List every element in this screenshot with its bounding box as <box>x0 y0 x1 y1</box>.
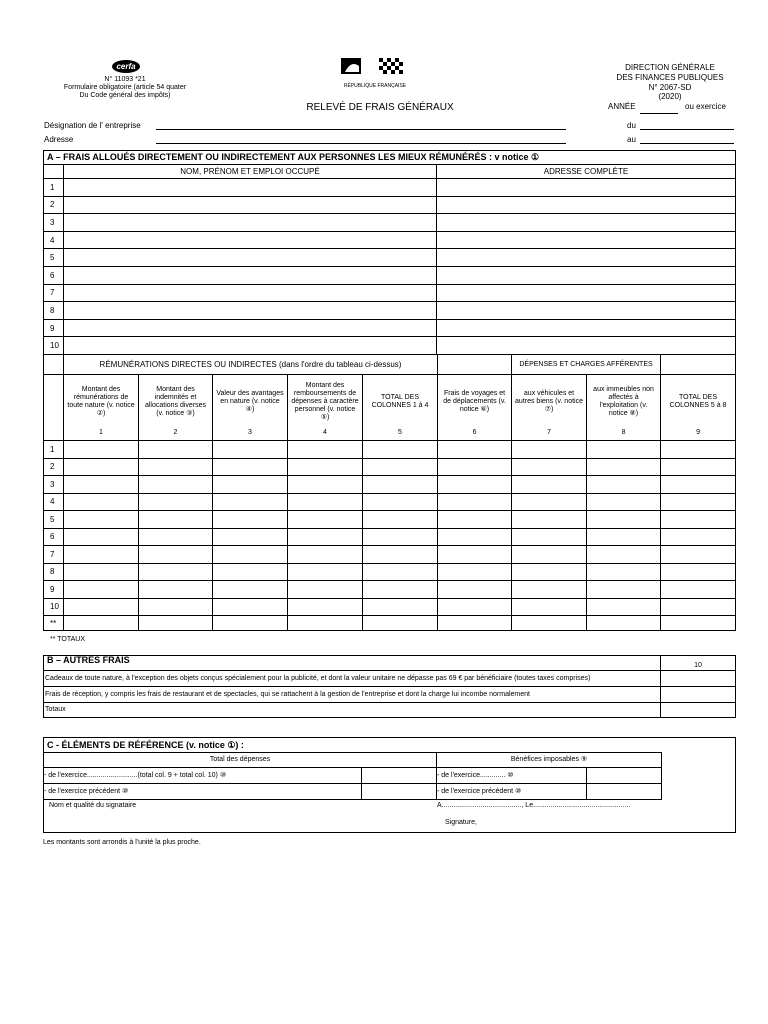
reception-label: Frais de réception, y compris les frais de restaurant et de spectacles, qui se rattachent à la gestion de l'entreprise et dont la charge lui incombe normalement <box>44 687 661 703</box>
amount-cell[interactable] <box>288 441 363 459</box>
amount-cell[interactable] <box>213 598 288 616</box>
col7-label: aux véhicules et autres biens (v. notice ⑦) <box>515 390 583 413</box>
amount-cell[interactable] <box>661 511 736 529</box>
col3-header <box>213 375 288 441</box>
col3-label: Valeur des avantages en nature (v. notice ④) <box>216 390 284 413</box>
col2-number: 2 <box>173 429 178 436</box>
amount-cell[interactable] <box>512 511 587 529</box>
amount-cell[interactable] <box>438 511 512 529</box>
signataire-label: Nom et qualité du signataire <box>49 802 137 809</box>
col5-number: 5 <box>398 429 402 436</box>
name-cell[interactable] <box>64 196 437 214</box>
amount-cell[interactable] <box>587 546 661 564</box>
amount-cell[interactable] <box>213 511 288 529</box>
amount-cell[interactable] <box>213 546 288 564</box>
au-label: au <box>627 135 636 144</box>
amount-cell[interactable] <box>512 563 587 581</box>
address-cell[interactable] <box>437 214 736 232</box>
amount-cell[interactable] <box>363 493 438 511</box>
amount-cell[interactable] <box>139 528 213 546</box>
place-date-field[interactable]: A........................................., Le.................................................. <box>437 802 631 809</box>
amount-cell[interactable] <box>213 458 288 476</box>
amount-cell[interactable] <box>438 493 512 511</box>
section-b-table <box>43 655 736 718</box>
total-cell[interactable] <box>512 616 587 631</box>
amount-cell[interactable] <box>438 528 512 546</box>
amount-cell[interactable] <box>438 581 512 599</box>
exercice-precedent-label: - de l'exercice précédent ⑩ <box>44 784 362 800</box>
amount-cell[interactable] <box>512 476 587 494</box>
col8-label: aux immeubles non affectés à l'exploitation (v. notice ⑧) <box>593 386 654 417</box>
form-number: N° 2067-SD <box>648 83 692 92</box>
amount-cell[interactable] <box>213 441 288 459</box>
col1-label: Montant des rémunérations de toute nature (v. notice ②) <box>67 386 135 417</box>
amount-cell[interactable] <box>587 493 661 511</box>
total-depenses-header: Total des dépenses <box>44 753 437 768</box>
name-cell[interactable] <box>64 302 437 320</box>
amount-cell[interactable] <box>139 441 213 459</box>
signature-label: Signature, <box>445 819 477 826</box>
cerfa-number: N° 11093 *21 <box>104 76 146 83</box>
row-number: 1 <box>44 179 64 197</box>
amount-cell[interactable] <box>64 546 139 564</box>
amount-cell[interactable] <box>64 581 139 599</box>
total-cell[interactable] <box>363 616 438 631</box>
amount-cell[interactable] <box>288 598 363 616</box>
amount-cell[interactable] <box>661 563 736 581</box>
amount-cell[interactable] <box>139 598 213 616</box>
amount-cell[interactable] <box>512 598 587 616</box>
exercice-label: - de l'exercice..........................(total col. 9 + total col. 10) ⑩ <box>44 768 362 784</box>
address-cell[interactable] <box>437 302 736 320</box>
amount-cell[interactable] <box>139 476 213 494</box>
exercice-depenses-amount[interactable] <box>362 768 437 784</box>
amount-cell[interactable] <box>661 528 736 546</box>
total-cell[interactable] <box>288 616 363 631</box>
col1-header <box>64 375 139 441</box>
amount-cell[interactable] <box>512 458 587 476</box>
designation-field[interactable] <box>156 129 566 130</box>
amount-cell[interactable] <box>661 493 736 511</box>
adresse-field[interactable] <box>156 143 566 144</box>
amount-cell[interactable] <box>438 563 512 581</box>
section-a-names-table <box>43 150 736 355</box>
amount-cell[interactable] <box>139 581 213 599</box>
amount-cell[interactable] <box>213 493 288 511</box>
row-number: 6 <box>44 266 64 284</box>
totaux-note: ** TOTAUX <box>50 636 86 643</box>
total-cell[interactable] <box>661 616 736 631</box>
amount-cell[interactable] <box>64 441 139 459</box>
row-number: 4 <box>44 493 64 511</box>
amount-cell[interactable] <box>587 511 661 529</box>
col5-header <box>363 375 438 441</box>
amount-cell[interactable] <box>512 493 587 511</box>
dgfip-line2: DES FINANCES PUBLIQUES <box>616 73 724 82</box>
amount-cell[interactable] <box>64 493 139 511</box>
amount-cell[interactable] <box>64 458 139 476</box>
du-field[interactable] <box>640 129 734 130</box>
col8-number: 8 <box>621 429 626 436</box>
marianne-logo <box>341 58 405 82</box>
amount-cell[interactable] <box>288 476 363 494</box>
form-title: RELEVÉ DE FRAIS GÉNÉRAUX <box>306 102 454 113</box>
row-number: 8 <box>44 563 64 581</box>
amount-cell[interactable] <box>363 528 438 546</box>
cerfa-logo: cerfa <box>112 60 140 73</box>
col7-header <box>512 375 587 441</box>
amount-cell[interactable] <box>64 528 139 546</box>
amount-cell[interactable] <box>587 441 661 459</box>
amount-cell[interactable] <box>587 598 661 616</box>
designation-label: Désignation de l' entreprise <box>44 121 141 130</box>
amount-cell[interactable] <box>288 563 363 581</box>
total-cell[interactable] <box>213 616 288 631</box>
address-cell[interactable] <box>437 266 736 284</box>
amount-cell[interactable] <box>288 511 363 529</box>
amount-cell[interactable] <box>64 598 139 616</box>
dgfip-line1: DIRECTION GÉNÉRALE <box>625 63 715 72</box>
name-cell[interactable] <box>64 231 437 249</box>
amount-cell[interactable] <box>512 581 587 599</box>
exercice-precedent-depenses-amount[interactable] <box>362 784 437 800</box>
row-number: 9 <box>44 581 64 599</box>
row-number: 9 <box>44 319 64 337</box>
col7-number: 7 <box>547 429 551 436</box>
name-cell[interactable] <box>64 284 437 302</box>
col4-label: Montant des remboursements de dépenses à caractère personnel (v. notice ⑤) <box>291 382 359 421</box>
mandatory-line2: Du Code général des impôts) <box>79 92 171 99</box>
footer-note: Les montants sont arrondis à l'unité la plus proche. <box>43 839 201 846</box>
amount-cell[interactable] <box>139 458 213 476</box>
mandatory-line1: Formulaire obligatoire (article 54 quater <box>63 84 187 91</box>
amount-cell[interactable] <box>661 581 736 599</box>
col6-header <box>438 375 512 441</box>
amount-cell[interactable] <box>288 546 363 564</box>
amount-cell[interactable] <box>512 441 587 459</box>
amount-cell[interactable] <box>587 581 661 599</box>
col5-label: TOTAL DES COLONNES 1 à 4 <box>371 394 429 409</box>
amount-cell[interactable] <box>438 598 512 616</box>
amount-cell[interactable] <box>363 476 438 494</box>
exercice-precedent-benefices-label: - de l'exercice précédent ⑩ <box>437 784 587 800</box>
row-number: 5 <box>44 249 64 267</box>
total-cell[interactable] <box>64 616 139 631</box>
name-cell[interactable] <box>64 337 437 355</box>
row-number: 3 <box>44 214 64 232</box>
totals-row-marker: ** <box>44 616 64 631</box>
amount-cell[interactable] <box>512 546 587 564</box>
amount-cell[interactable] <box>363 563 438 581</box>
section-a-amounts-table <box>43 354 736 631</box>
address-cell[interactable] <box>437 196 736 214</box>
name-cell[interactable] <box>64 214 437 232</box>
row-number: 10 <box>44 598 64 616</box>
address-cell[interactable] <box>437 337 736 355</box>
address-cell[interactable] <box>437 179 736 197</box>
republic-label: RÉPUBLIQUE FRANÇAISE <box>343 83 407 89</box>
amount-cell[interactable] <box>213 476 288 494</box>
name-cell[interactable] <box>64 179 437 197</box>
amount-cell[interactable] <box>587 458 661 476</box>
col9-label: TOTAL DES COLONNES 5 à 8 <box>669 394 727 409</box>
col9-number: 9 <box>696 429 700 436</box>
col4-number: 4 <box>323 429 327 436</box>
section-b-title: B – AUTRES FRAIS <box>44 656 661 671</box>
amount-cell[interactable] <box>139 493 213 511</box>
col1-number: 1 <box>99 429 103 436</box>
row-number: 2 <box>44 196 64 214</box>
row-number: 10 <box>44 337 64 355</box>
amount-cell[interactable] <box>363 458 438 476</box>
amount-cell[interactable] <box>363 441 438 459</box>
totaux-b-label: Totaux <box>44 703 661 718</box>
exercice-benefices-amount[interactable] <box>587 768 662 784</box>
col-address-header: ADRESSE COMPLÈTE <box>437 165 736 179</box>
amount-cell[interactable] <box>288 493 363 511</box>
adresse-label: Adresse <box>44 135 74 144</box>
exercice-precedent-benefices-amount[interactable] <box>587 784 662 800</box>
amount-cell[interactable] <box>661 458 736 476</box>
total-cell[interactable] <box>438 616 512 631</box>
amount-cell[interactable] <box>139 546 213 564</box>
row-number: 6 <box>44 528 64 546</box>
du-label: du <box>627 121 636 130</box>
amount-cell[interactable] <box>139 511 213 529</box>
annee-field[interactable] <box>640 113 678 114</box>
amount-cell[interactable] <box>661 546 736 564</box>
col2-label: Montant des indemnités et allocations diverses (v. notice ③) <box>144 386 207 417</box>
corner-cell <box>44 375 64 441</box>
row-number: 7 <box>44 284 64 302</box>
amount-cell[interactable] <box>64 511 139 529</box>
section-a-title: A – FRAIS ALLOUÉS DIRECTEMENT OU INDIRECTEMENT AUX PERSONNES LES MIEUX RÉMUNÉRÉS : v notice ① <box>44 151 736 165</box>
amount-cell[interactable] <box>438 441 512 459</box>
row-number: 7 <box>44 546 64 564</box>
amount-cell[interactable] <box>363 598 438 616</box>
remun-header: RÉMUNÉRATIONS DIRECTES OU INDIRECTES (dans l'ordre du tableau ci-dessus) <box>64 355 438 375</box>
amount-cell[interactable] <box>64 563 139 581</box>
amount-cell[interactable] <box>363 546 438 564</box>
amount-cell[interactable] <box>587 528 661 546</box>
name-cell[interactable] <box>64 319 437 337</box>
amount-cell[interactable] <box>139 563 213 581</box>
reception-amount[interactable] <box>661 687 736 703</box>
total-cell[interactable] <box>139 616 213 631</box>
amount-cell[interactable] <box>213 581 288 599</box>
section-b-col-number: 10 <box>661 656 736 671</box>
col8-header <box>587 375 661 441</box>
col6-number: 6 <box>472 429 477 436</box>
row-number: 3 <box>44 476 64 494</box>
amount-cell[interactable] <box>288 581 363 599</box>
amount-cell[interactable] <box>213 528 288 546</box>
section-c-table <box>43 752 662 800</box>
amount-cell[interactable] <box>661 476 736 494</box>
amount-cell[interactable] <box>438 476 512 494</box>
col4-header <box>288 375 363 441</box>
annee-label: ANNÉE <box>608 102 636 111</box>
corner-cell <box>44 355 64 375</box>
row-number: 4 <box>44 231 64 249</box>
total-cell[interactable] <box>587 616 661 631</box>
address-cell[interactable] <box>437 284 736 302</box>
exercice-benefices-label: - de l'exercice............. ⑩ <box>437 768 587 784</box>
amount-cell[interactable] <box>363 581 438 599</box>
totaux-b-amount[interactable] <box>661 703 736 718</box>
row-number: 5 <box>44 511 64 529</box>
col9-header <box>661 375 736 441</box>
col6-label: Frais de voyages et de déplacements (v. notice ⑥) <box>443 390 506 413</box>
amount-cell[interactable] <box>288 458 363 476</box>
amount-cell[interactable] <box>363 511 438 529</box>
amount-cell[interactable] <box>661 598 736 616</box>
name-cell[interactable] <box>64 249 437 267</box>
blank-cell <box>661 355 736 375</box>
amount-cell[interactable] <box>288 528 363 546</box>
amount-cell[interactable] <box>213 563 288 581</box>
amount-cell[interactable] <box>438 546 512 564</box>
address-cell[interactable] <box>437 249 736 267</box>
name-cell[interactable] <box>64 266 437 284</box>
cadeaux-label: Cadeaux de toute nature, à l'exception des objets conçus spécialement pour la publicité, et dont la valeur unitaire ne dépasse pas 69 € par bénéficiaire (toutes taxes comprises) <box>44 671 661 687</box>
row-number: 8 <box>44 302 64 320</box>
row-number: 1 <box>44 441 64 459</box>
blank-cell <box>438 355 512 375</box>
depenses-header: DÉPENSES ET CHARGES AFFÉRENTES <box>512 355 661 375</box>
section-c-title: C - ÉLÉMENTS DE RÉFÉRENCE (v. notice ①) : <box>47 740 244 750</box>
row-number: 2 <box>44 458 64 476</box>
cadeaux-amount[interactable] <box>661 671 736 687</box>
amount-cell[interactable] <box>512 528 587 546</box>
au-field[interactable] <box>640 143 734 144</box>
amount-cell[interactable] <box>587 476 661 494</box>
amount-cell[interactable] <box>661 441 736 459</box>
exercice-label: ou exercice <box>685 102 726 111</box>
amount-cell[interactable] <box>587 563 661 581</box>
form-year: (2020) <box>658 92 682 101</box>
benefices-header: Bénéfices imposables ⑨ <box>437 753 662 768</box>
amount-cell[interactable] <box>64 476 139 494</box>
col3-number: 3 <box>248 429 252 436</box>
address-cell[interactable] <box>437 231 736 249</box>
corner-cell <box>44 165 64 179</box>
amount-cell[interactable] <box>438 458 512 476</box>
address-cell[interactable] <box>437 319 736 337</box>
col2-header <box>139 375 213 441</box>
col-name-header: NOM, PRÉNOM ET EMPLOI OCCUPÉ <box>64 165 437 179</box>
